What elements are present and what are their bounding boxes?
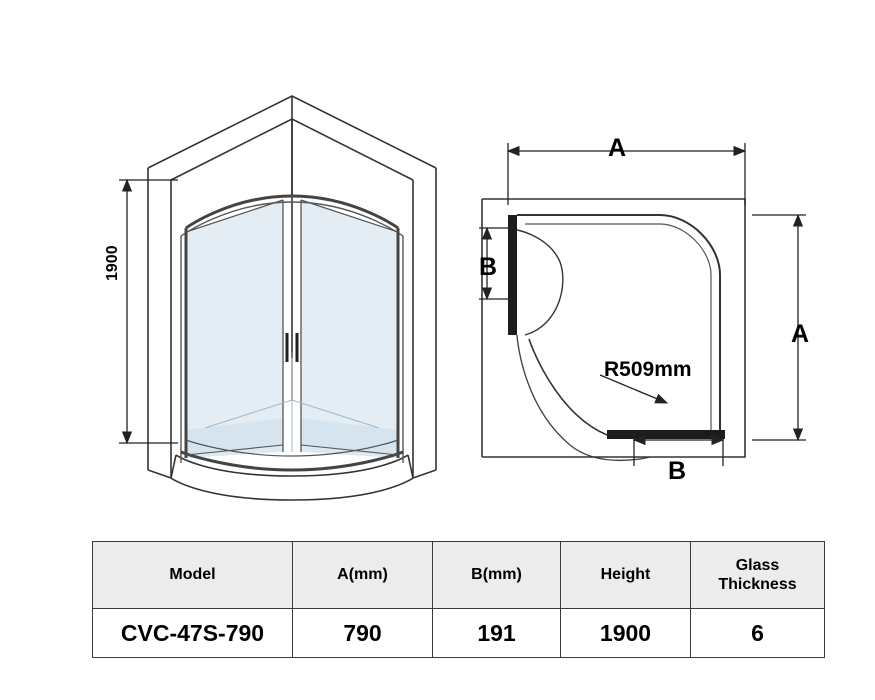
right-plan-view (482, 199, 745, 460)
specification-table (92, 541, 825, 658)
plan-dimensions (479, 143, 806, 466)
cell-glass-thickness: 6 (691, 609, 825, 658)
dimension-label-b-bottom: B (668, 457, 687, 485)
glass-thickness-line2: Thickness (718, 576, 797, 593)
cell-b-mm: 191 (433, 609, 561, 658)
radius-label: R509mm (604, 358, 692, 381)
column-header-a: A(mm) (293, 542, 433, 609)
column-header-glass-thickness (691, 542, 825, 609)
left-perspective-view (148, 96, 436, 500)
glass-thickness-line1: Glass (735, 556, 780, 574)
dimension-label-a-right: A (791, 320, 810, 348)
cell-height: 1900 (561, 609, 691, 658)
cell-model: CVC-47S-790 (93, 609, 293, 658)
column-header-model: Model (93, 542, 293, 609)
dimension-label-b-left: B (479, 253, 498, 281)
dimension-label-a-top: A (608, 134, 627, 162)
table-row (93, 609, 825, 658)
cell-a-mm: 790 (293, 609, 433, 658)
column-header-b: B(mm) (433, 542, 561, 609)
table-header-row (93, 542, 825, 609)
dimension-label-height: 1900 (104, 245, 121, 281)
column-header-height: Height (561, 542, 691, 609)
